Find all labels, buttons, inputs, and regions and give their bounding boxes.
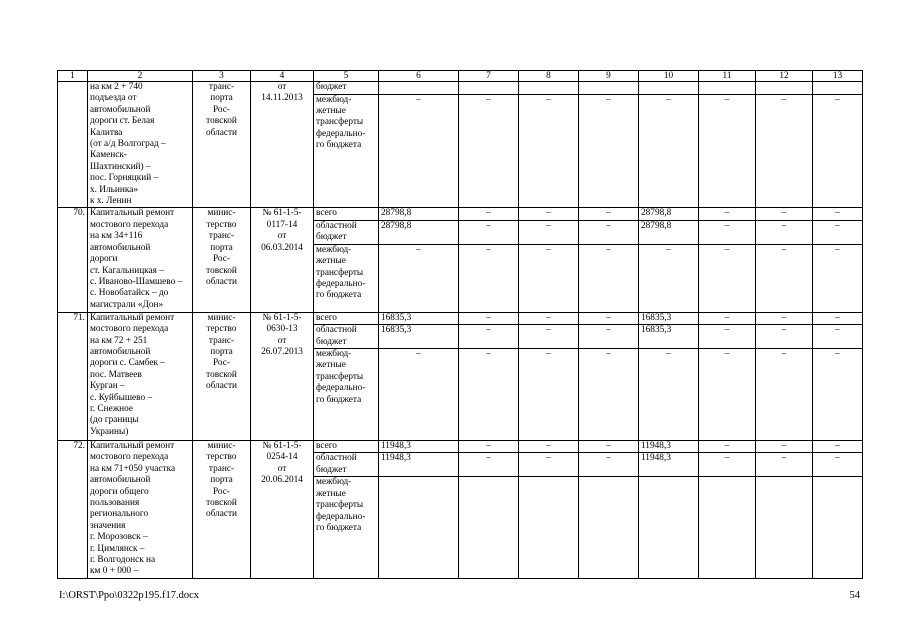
value-cell: – [756, 208, 813, 220]
contract: от 14.11.2013 [251, 82, 314, 208]
source-transfers: межбюд- жетные трансферты федерально- го бюджета [314, 348, 379, 440]
col-header-12: 12 [756, 71, 813, 82]
table-row [58, 312, 863, 324]
value-cell: – [699, 325, 756, 349]
object-name: Капитальный ремонт мостового перехода на км 71+050 участка автомобильной дороги общего пользования регионального значения г. Морозовск – г. Цимлянск – г. Волгодонск на км 0 + 000 – [88, 440, 193, 578]
source-total: всего [314, 440, 379, 452]
col-header-11: 11 [699, 71, 756, 82]
table-row [58, 440, 863, 452]
col-header-2: 2 [88, 71, 193, 82]
value-cell: – [699, 220, 756, 244]
value-cell: – [756, 244, 813, 312]
budget-table [57, 70, 863, 579]
value-cell: – [579, 220, 639, 244]
regional-value: 11948,3 [379, 453, 459, 477]
value-cell: – [459, 220, 519, 244]
contract: № 61-1-5- 0630-13 от 26.07.2013 [251, 312, 314, 440]
year-value: 28798,8 [639, 208, 699, 220]
year-value: 16835,3 [639, 312, 699, 324]
ministry: транс- порта Рос- товской области [193, 82, 251, 208]
total-value: 11948,3 [379, 440, 459, 452]
value-cell: – [813, 220, 863, 244]
value-cell: – [813, 94, 863, 208]
year-value: 11948,3 [639, 440, 699, 452]
year-value: 11948,3 [639, 453, 699, 477]
value-cell: – [459, 453, 519, 477]
value-cell: – [459, 348, 519, 440]
value-cell: – [756, 94, 813, 208]
row-number [58, 82, 88, 208]
value-cell: – [379, 348, 459, 440]
regional-value: 28798,8 [379, 220, 459, 244]
ministry: минис- терство транс- порта Рос- товской области [193, 208, 251, 312]
value-cell: – [756, 453, 813, 477]
value-cell: – [699, 208, 756, 220]
value-cell: – [519, 220, 579, 244]
year-value: 28798,8 [639, 220, 699, 244]
contract: № 61-1-5- 0117-14 от 06.03.2014 [251, 208, 314, 312]
value-cell: – [699, 94, 756, 208]
source-budget: бюджет [314, 82, 379, 95]
table-row [58, 208, 863, 220]
value-cell: – [459, 440, 519, 452]
value-cell: – [699, 348, 756, 440]
value-cell: – [699, 440, 756, 452]
value-cell: – [519, 244, 579, 312]
col-header-1: 1 [58, 71, 88, 82]
value-cell: – [639, 244, 699, 312]
value-cell: – [379, 244, 459, 312]
value-cell: – [699, 244, 756, 312]
value-cell: – [579, 440, 639, 452]
value-cell: – [519, 325, 579, 349]
regional-value: 16835,3 [379, 325, 459, 349]
value-cell: – [459, 312, 519, 324]
value-cell: – [519, 208, 579, 220]
value-cell: – [813, 312, 863, 324]
value-cell: – [813, 440, 863, 452]
year-value: 16835,3 [639, 325, 699, 349]
value-cell: – [699, 312, 756, 324]
source-transfers: межбюд- жетные трансферты федерально- го бюджета [314, 244, 379, 312]
value-cell: – [579, 244, 639, 312]
object-name: Капитальный ремонт мостового перехода на км 72 + 251 автомобильной дороги с. Самбек – пос. Матвеев Курган – с. Куйбышево – г. Снежное (до границы Украины) [88, 312, 193, 440]
value-cell: – [756, 325, 813, 349]
value-cell: – [579, 348, 639, 440]
value-cell: – [813, 208, 863, 220]
col-header-6: 6 [379, 71, 459, 82]
value-cell: – [639, 348, 699, 440]
col-header-9: 9 [579, 71, 639, 82]
column-number-row [58, 71, 863, 82]
value-cell: – [459, 244, 519, 312]
value-cell: – [519, 348, 579, 440]
value-cell: – [379, 94, 459, 208]
value-cell: – [579, 94, 639, 208]
value-cell: – [813, 244, 863, 312]
value-cell: – [579, 312, 639, 324]
value-cell: – [756, 220, 813, 244]
col-header-10: 10 [639, 71, 699, 82]
value-cell: – [756, 440, 813, 452]
value-cell: – [639, 94, 699, 208]
col-header-8: 8 [519, 71, 579, 82]
source-transfers: межбюд- жетные трансферты федерально- го бюджета [314, 477, 379, 579]
value-cell: – [813, 453, 863, 477]
object-name: на км 2 + 740 подъезда от автомобильной дороги ст. Белая Калитва (от а/д Волгоград – Каменск- Шахтинский) – пос. Горняцкий – х. Ильинка» к х. Ленин [88, 82, 193, 208]
value-cell: – [699, 453, 756, 477]
source-transfers: межбюд- жетные трансферты федерально- го бюджета [314, 94, 379, 208]
value-cell: – [813, 325, 863, 349]
table-row [58, 82, 863, 95]
col-header-4: 4 [251, 71, 314, 82]
row-number: 72. [58, 440, 88, 578]
ministry: минис- терство транс- порта Рос- товской области [193, 312, 251, 440]
value-cell: – [459, 208, 519, 220]
value-cell: – [519, 94, 579, 208]
value-cell: – [519, 312, 579, 324]
footer-file-path: I:\ORST\Ppo\0322p195.f17.docx [59, 590, 200, 601]
contract: № 61-1-5- 0254-14 от 20.06.2014 [251, 440, 314, 578]
source-total: всего [314, 312, 379, 324]
col-header-13: 13 [813, 71, 863, 82]
source-total: всего [314, 208, 379, 220]
ministry: минис- терство транс- порта Рос- товской области [193, 440, 251, 578]
value-cell: – [519, 453, 579, 477]
col-header-7: 7 [459, 71, 519, 82]
value-cell: – [579, 325, 639, 349]
source-regional: областной бюджет [314, 325, 379, 349]
total-value: 16835,3 [379, 312, 459, 324]
value-cell: – [519, 440, 579, 452]
source-regional: областной бюджет [314, 453, 379, 477]
source-regional: областной бюджет [314, 220, 379, 244]
object-name: Капитальный ремонт мостового перехода на км 34+116 автомобильной дороги ст. Кагальницкая – с. Иваново-Шамшево – с. Новобатайск – до магистрали «Дон» [88, 208, 193, 312]
row-number: 71. [58, 312, 88, 440]
value-cell: – [459, 94, 519, 208]
value-cell: – [579, 453, 639, 477]
value-cell: – [756, 348, 813, 440]
value-cell: – [459, 325, 519, 349]
total-value: 28798,8 [379, 208, 459, 220]
value-cell: – [756, 312, 813, 324]
value-cell: – [579, 208, 639, 220]
col-header-5: 5 [314, 71, 379, 82]
page-number: 54 [849, 590, 860, 601]
col-header-3: 3 [193, 71, 251, 82]
row-number: 70. [58, 208, 88, 312]
value-cell: – [813, 348, 863, 440]
